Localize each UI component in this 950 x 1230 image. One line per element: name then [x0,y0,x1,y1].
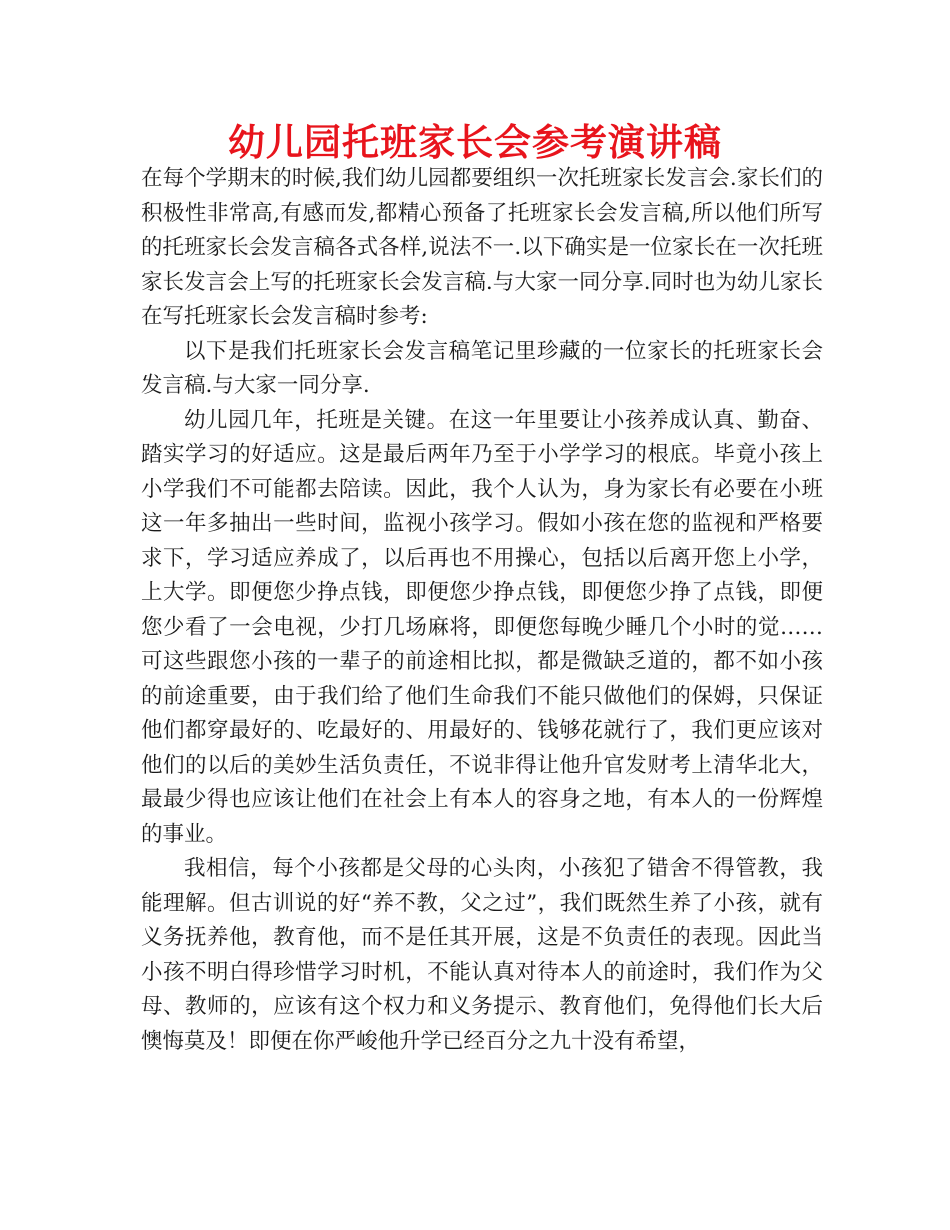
document-title: 幼儿园托班家长会参考演讲稿 [228,121,722,164]
paragraph-parents-duty: 我相信，每个小孩都是父母的心头肉，小孩犯了错舍不得管教，我能理解。但古训说的好“养不教，父之过”，我们既然生养了小孩，就有义务抚养他，教育他，而不是任其开展，这是不负责任的表现。因此当小孩不明白得珍惜学习时机，不能认真对待本人的前途时，我们作为父母、教师的，应该有这个权力和义务提示、教育他们，免得他们长大后懊悔莫及！即便在你严峻他升学已经百分之九十没有希望， [141,856,823,1054]
document-body [141,162,823,1059]
paragraph-intro: 在每个学期末的时候,我们幼儿园都要组织一次托班家长发言会.家长们的积极性非常高,有感而发,都精心预备了托班家长会发言稿,所以他们所写的托班家长会发言稿各式各样,说法不一.以下确实是一位家长在一次托班家长发言会上写的托班家长会发言稿.与大家一同分享.同时也为幼儿家长在写托班家长会发言稿时参考: [141,166,823,329]
paragraph-kindergarten-years: 幼儿园几年，托班是关键。在这一年里要让小孩养成认真、勤奋、踏实学习的好适应。这是最后两年乃至于小学学习的根底。毕竟小孩上小学我们不可能都去陪读。因此，我个人认为，身为家长有必要在小班这一年多抽出一些时间，监视小孩学习。假如小孩在您的监视和严格要求下，学习适应养成了，以后再也不用操心，包括以后离开您上小学，上大学。即便您少挣点钱，即便您少挣点钱，即便您少挣了点钱，即便您少看了一会电视，少打几场麻将，即便您每晚少睡几个小时的觉……可这些跟您小孩的一辈子的前途相比拟，都是微缺乏道的，都不如小孩的前途重要，由于我们给了他们生命我们不能只做他们的保姆，只保证他们都穿最好的、吃最好的、用最好的、钱够花就行了，我们更应该对他们的以后的美妙生活负责任，不说非得让他升官发财考上清华北大，最最少得也应该让他们在社会上有本人的容身之地，有本人的一份辉煌的事业。 [141,407,823,847]
paragraph-share: 以下是我们托班家长会发言稿笔记里珍藏的一位家长的托班家长会发言稿.与大家一同分享. [141,338,823,398]
